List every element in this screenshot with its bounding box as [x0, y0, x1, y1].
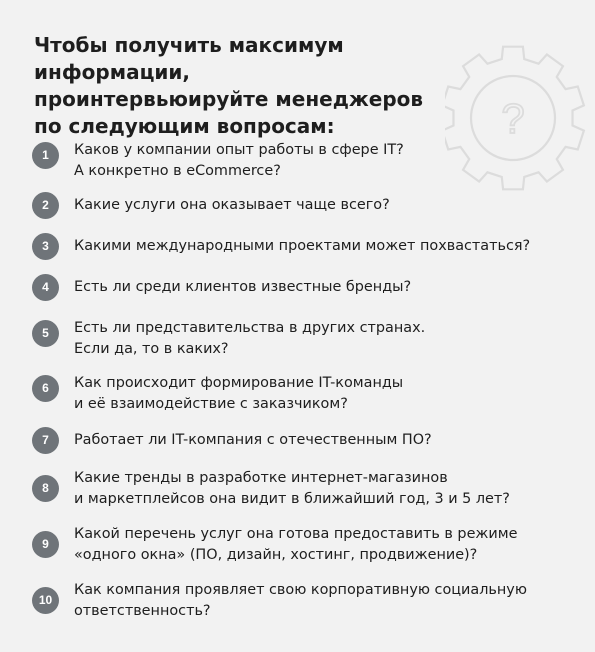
question-text: Есть ли среди клиентов известные бренды? [74, 279, 412, 295]
number-badge: 10 [32, 587, 59, 614]
number-badge: 7 [32, 427, 59, 454]
number-badge: 1 [32, 142, 59, 169]
question-text: Как компания проявляет свою корпоративную социальную ответственность? [74, 582, 527, 619]
number-badge: 6 [32, 375, 59, 402]
number-badge: 9 [32, 531, 59, 558]
page-title: Чтобы получить максимум информации, проинтервьюируйте менеджеров по следующим вопросам: [34, 33, 424, 138]
question-text: Какими международными проектами может похвастаться? [74, 238, 531, 254]
list-item [32, 524, 577, 564]
question-text: Какие услуги она оказывает чаще всего? [74, 197, 390, 213]
list-item [32, 140, 577, 180]
number-badge: 8 [32, 475, 59, 502]
list-item [32, 277, 577, 317]
svg-text:?: ? [501, 95, 525, 142]
list-item [32, 195, 577, 235]
list-item [32, 468, 577, 508]
question-text: Какой перечень услуг она готова предоставить в режиме «одного окна» (ПО, дизайн, хостинг, продвижение)? [74, 526, 518, 563]
number-badge: 2 [32, 192, 59, 219]
number-badge: 5 [32, 320, 59, 347]
list-item [32, 318, 577, 358]
list-item [32, 580, 577, 620]
question-text: Как происходит формирование IT-команды и её взаимодействие с заказчиком? [74, 375, 404, 412]
number-badge: 3 [32, 233, 59, 260]
question-text: Работает ли IT-компания с отечественным ПО? [74, 432, 432, 448]
question-text: Есть ли представительства в других странах. Если да, то в каких? [74, 320, 426, 357]
list-item [32, 373, 577, 413]
question-text: Какие тренды в разработке интернет-магазинов и маркетплейсов она видит в ближайший год, 3 и 5 лет? [74, 470, 510, 507]
list-item [32, 236, 577, 276]
list-item [32, 430, 577, 470]
question-text: Каков у компании опыт работы в сфере IT? А конкретно в eCommerce? [74, 142, 404, 179]
number-badge: 4 [32, 274, 59, 301]
